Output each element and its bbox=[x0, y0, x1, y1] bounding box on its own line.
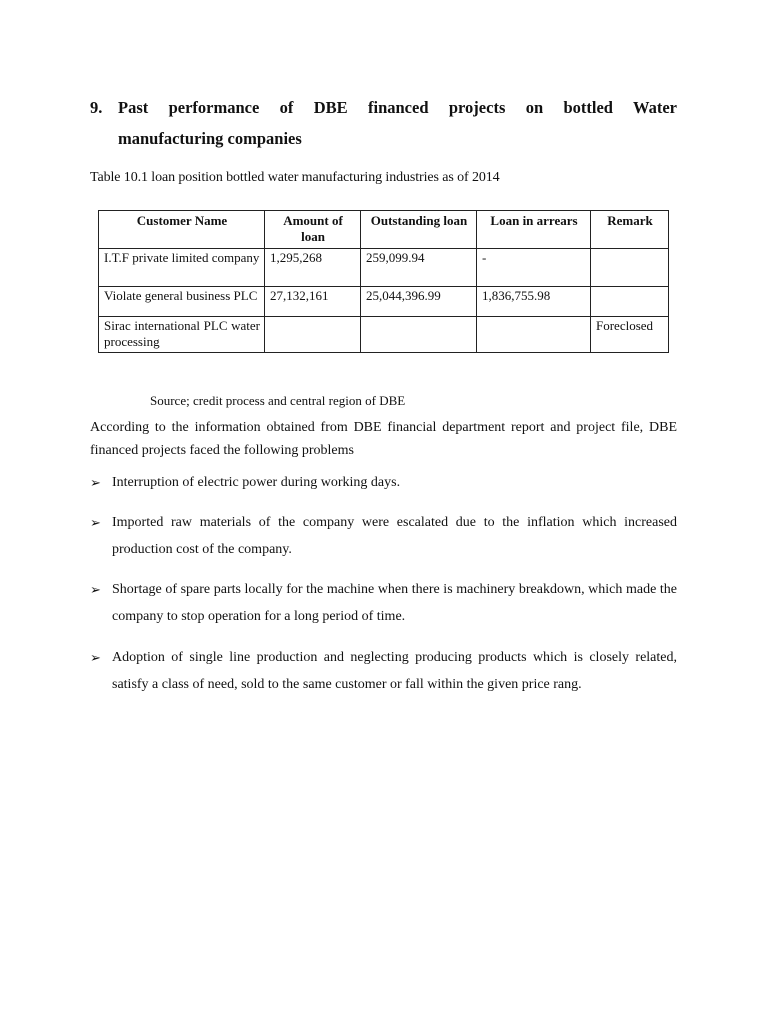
section-heading bbox=[90, 92, 677, 154]
table-cell: 1,836,755.98 bbox=[477, 287, 591, 317]
intro-paragraph: According to the information obtained from DBE financial department report and project file, DBE financed projects faced the following problems bbox=[90, 420, 677, 458]
table-row bbox=[99, 317, 669, 353]
column-header: Loan in arrears bbox=[477, 211, 591, 249]
loan-position-table bbox=[98, 210, 669, 353]
column-header: Remark bbox=[591, 211, 669, 249]
table-cell: Sirac international PLC water processing bbox=[99, 317, 265, 353]
arrow-bullet-icon: ➢ bbox=[90, 650, 101, 665]
list-item-text: Adoption of single line production and neglecting producing products which is closely related, satisfy a class of need, sold to the same customer or fall within the given price rang. bbox=[112, 650, 677, 692]
section-number: 9. bbox=[90, 98, 103, 117]
table-cell: 1,295,268 bbox=[265, 249, 361, 287]
table-cell bbox=[591, 249, 669, 287]
column-header: Outstanding loan bbox=[361, 211, 477, 249]
table-source-note: Source; credit process and central region of DBE bbox=[150, 393, 406, 408]
table-row bbox=[99, 249, 669, 287]
table-caption: Table 10.1 loan position bottled water manufacturing industries as of 2014 bbox=[90, 170, 500, 185]
table-cell bbox=[265, 317, 361, 353]
list-item bbox=[90, 644, 677, 698]
problems-list bbox=[90, 469, 677, 698]
column-header: Amount of loan bbox=[265, 211, 361, 249]
arrow-bullet-icon: ➢ bbox=[90, 582, 101, 597]
table-cell: I.T.F private limited company bbox=[99, 249, 265, 287]
table-cell bbox=[361, 317, 477, 353]
table-cell bbox=[477, 317, 591, 353]
column-header: Customer Name bbox=[99, 211, 265, 249]
arrow-bullet-icon: ➢ bbox=[90, 515, 101, 530]
list-item bbox=[90, 509, 677, 576]
list-item-text: Shortage of spare parts locally for the machine when there is machinery breakdown, which made the company to stop operation for a long period of time. bbox=[112, 582, 677, 624]
table-row bbox=[99, 287, 669, 317]
list-item-text: Interruption of electric power during working days. bbox=[112, 475, 401, 490]
table-cell: Foreclosed bbox=[591, 317, 669, 353]
section-title-line-2: manufacturing companies bbox=[118, 129, 302, 148]
table-cell: 259,099.94 bbox=[361, 249, 477, 287]
table-cell: Violate general business PLC bbox=[99, 287, 265, 317]
list-item bbox=[90, 469, 677, 509]
table-cell: - bbox=[477, 249, 591, 287]
list-item-text: Imported raw materials of the company were escalated due to the inflation which increased production cost of the company. bbox=[112, 515, 677, 557]
section-title-line-1: Past performance of DBE financed projects on bottled Water bbox=[118, 98, 677, 117]
table-header-row bbox=[99, 211, 669, 249]
list-item bbox=[90, 576, 677, 644]
table-cell: 27,132,161 bbox=[265, 287, 361, 317]
arrow-bullet-icon: ➢ bbox=[90, 475, 101, 490]
table-cell: 25,044,396.99 bbox=[361, 287, 477, 317]
table-cell bbox=[591, 287, 669, 317]
